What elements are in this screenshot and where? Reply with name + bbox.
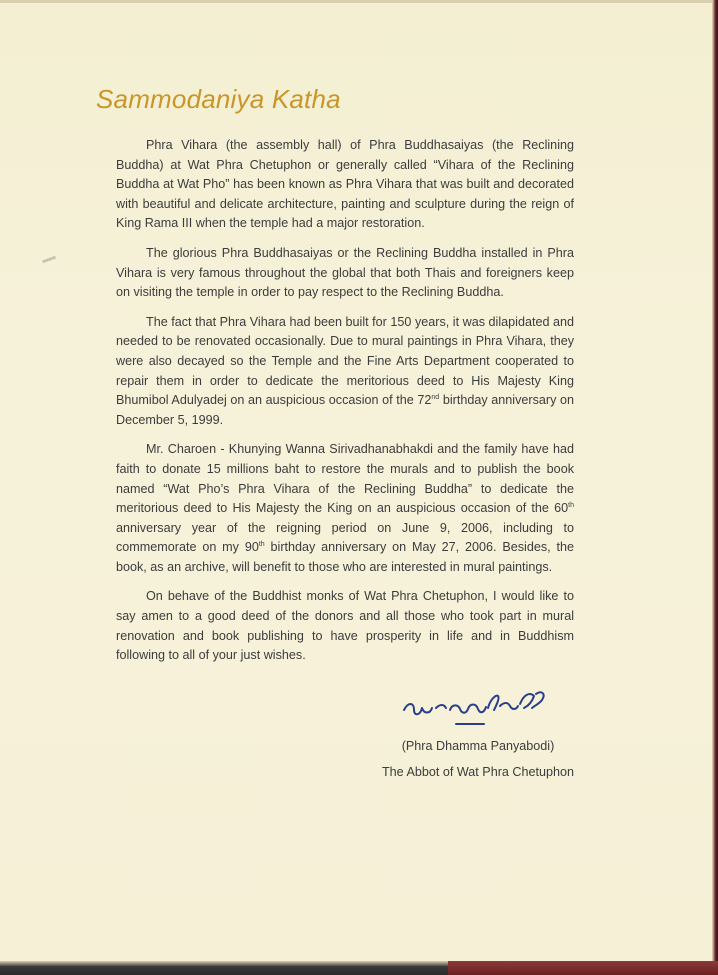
book-spine-edge <box>712 0 718 975</box>
paragraph-4-text-middle: anniversary year of the reigning period on June 9, 2006, including to commemorate on my 90 <box>116 520 574 555</box>
ordinal-suffix: th <box>568 501 574 509</box>
paragraph-5: On behave of the Buddhist monks of Wat Phra Chetuphon, I would like to say amen to a good deed of the donors and all those who took part in mural renovation and book publishing to have prosperity in life and in Buddhism following to all of your just wishes. <box>116 589 574 663</box>
page-top-edge <box>0 0 718 3</box>
paragraph-4-text-end: birthday anniversary on May 27, 2006. Besides, the book, as an archive, will benefit to those who are interested in mural paintings. <box>116 540 574 574</box>
handwritten-signature <box>396 680 556 728</box>
ordinal-suffix: nd <box>431 393 440 401</box>
ordinal-suffix: th <box>258 541 265 549</box>
signer-name: (Phra Dhamma Panyabodi) <box>401 739 555 753</box>
paragraph-2: The glorious Phra Buddhasaiyas or the Reclining Buddha installed in Phra Vihara is very famous throughout the global that both Thais and foreigners keep on visiting the temple in order to pay respect to the Reclining Buddha. <box>116 245 574 300</box>
paragraph-4 <box>116 440 574 577</box>
signer-title: The Abbot of Wat Phra Chetuphon <box>381 765 575 779</box>
page-title: Sammodaniya Katha <box>96 84 341 114</box>
cover-edge <box>448 961 718 975</box>
paper-speck <box>42 256 56 264</box>
body-text <box>116 136 574 676</box>
paragraph-3-text: The fact that Phra Vihara had been built for 150 years, it was dilapidated and needed to be renovated occasionally. Due to mural paintings in Phra Vihara, they were also decayed so the Temple and the Fine Arts Department cooperated to repair them in order to dedicate the meritorious deed to His Majesty King Bhumibol Adulyadej on an auspicious occasion of the 72 <box>116 314 574 408</box>
paragraph-1: Phra Vihara (the assembly hall) of Phra Buddhasaiyas (the Reclining Buddha) at Wat Phra Chetuphon or generally called “Vihara of the Reclining Buddha at Wat Pho” has been known as Phra Vihara that was built and decorated with beautiful and delicate architecture, painting and sculpture during the reign of King Rama III when the temple had a major restoration. <box>116 138 574 231</box>
paragraph-3-text-end: birthday anniversary on December 5, 1999. <box>116 393 575 427</box>
signature-block <box>360 733 596 785</box>
paragraph-4-text: Mr. Charoen - Khunying Wanna Sirivadhanabhakdi and the family have had faith to donate 15 millions baht to restore the murals and to publish the book named “Wat Pho’s Phra Vihara of the Reclining Buddha” to dedicate the meritorious deed to His Majesty the King on an auspicious occasion of the 60 <box>116 442 574 516</box>
page-bottom-edge <box>0 961 718 975</box>
paragraph-3 <box>116 313 574 431</box>
